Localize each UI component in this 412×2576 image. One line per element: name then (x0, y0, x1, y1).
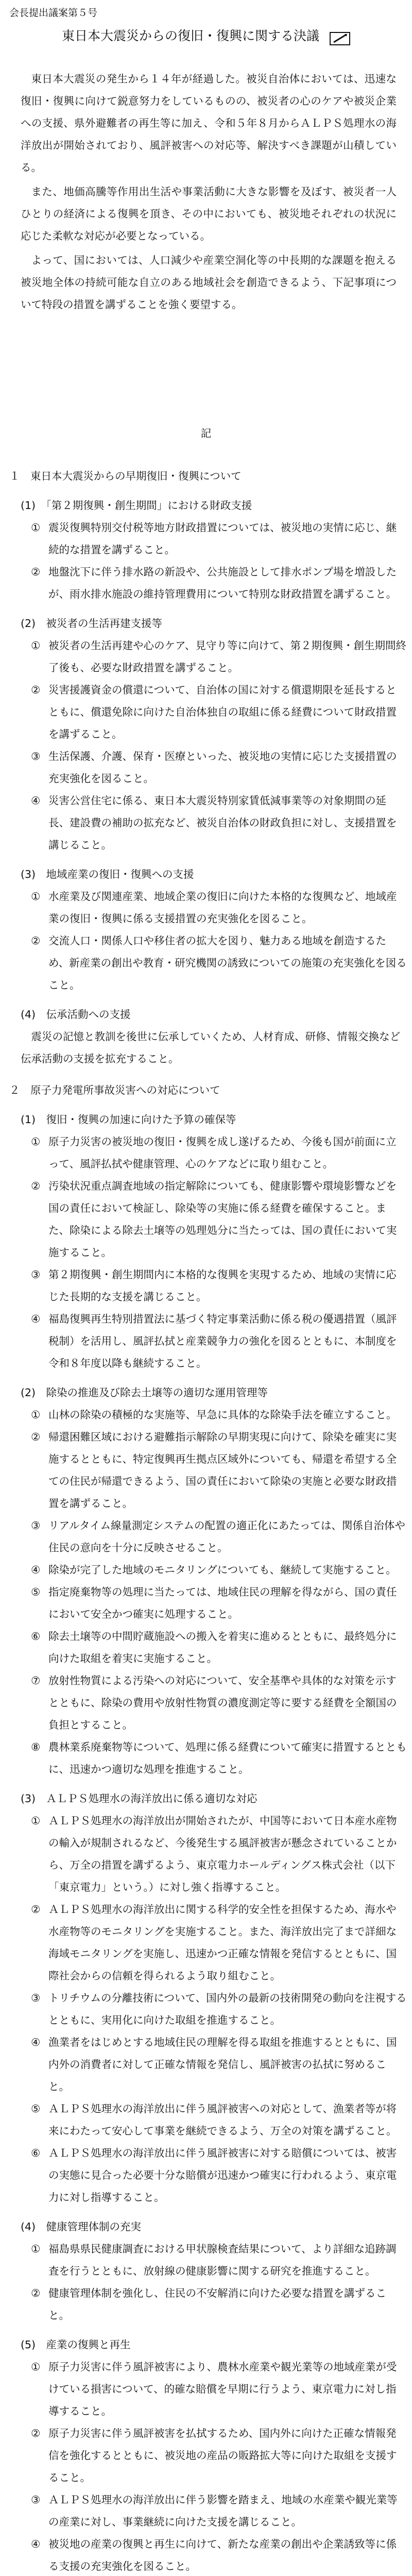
subsection-heading: (5) 産業の復興と再生 (21, 2338, 131, 2351)
list-item (31, 886, 407, 930)
subsection-paragraph: 震災の記憶と教訓を後世に伝承していくため、人材育成、研修、情報交換など伝承活動の支援を拡充すること。 (21, 1030, 401, 1065)
item-marker: ② (31, 1431, 41, 1443)
item-marker: ③ (31, 2494, 41, 2506)
item-text: 被災地の産業の復興と再生に向けて、新たな産業の創出や企業誘致等に係る支援の充実強化を図ること。 (48, 2538, 397, 2572)
item-text: 健康管理体制を強化し、住民の不安解消に向けた必要な措置を講ずること。 (48, 2287, 386, 2321)
list-item (31, 2489, 407, 2533)
item-marker: ④ (31, 2538, 41, 2550)
subsection-heading: (2) 被災者の生活再建支援等 (21, 617, 163, 630)
subsection-heading: (4) 健康管理体制の充実 (21, 2221, 142, 2233)
list-item (31, 2098, 407, 2142)
list-item (31, 2356, 407, 2422)
item-marker: ② (31, 566, 41, 578)
list-item (31, 1581, 407, 1625)
item-text: 第２期復興・創生期間内に本格的な復興を実現するため、地域の実情に応じた長期的な支援を講じること。 (48, 1268, 397, 1303)
subsection-heading: (3) ＡＬＰＳ処理水の海洋放出に係る適切な対応 (21, 1792, 258, 1805)
document-title: 東日本大震災からの復旧・復興に関する決議 (62, 28, 320, 43)
item-marker: ② (31, 935, 41, 947)
list-item (31, 1404, 407, 1426)
list-item (31, 1670, 407, 1736)
item-marker: ① (31, 2361, 41, 2373)
item-marker: ① (31, 2243, 41, 2255)
list-item (31, 1899, 407, 1987)
item-text: 震災復興特別交付税等地方財政措置については、被災地の実情に応じ、継続的な措置を講ずること。 (48, 521, 397, 556)
item-marker: ② (31, 1903, 41, 1916)
item-text: 汚染状況重点調査地域の指定解除についても、健康影響や環境影響などを国の責任において検証し、除染等の実施に係る経費を確保すること。また、除染による除去土壌等の処理処分に当たっては、国の責任において実施すること。 (48, 1180, 397, 1259)
item-text: 漁業者をはじめとする地域住民の理解を得る取組を推進するとともに、国内外の消費者に対して正確な情報を発信し、風評被害の払拭に努めること。 (48, 2036, 397, 2093)
list-item (31, 1810, 407, 1899)
item-marker: ⑦ (31, 1674, 41, 1687)
section-heading: ２ 原子力発電所事故災害への対応について (9, 1084, 220, 1096)
item-marker: ⑥ (31, 2147, 41, 2159)
item-text: 被災者の生活再建や心のケア、見守り等に向けて、第２期復興・創生期間終了後も、必要な財政措置を講ずること。 (48, 639, 406, 674)
item-text: ＡＬＰＳ処理水の海洋放出に関する科学的安全性を担保するため、海水や水産物等のモニタリングを実施すること。また、海洋放出完了まで詳細な海域モニタリングを実施し、迅速かつ正確な情報を発信するとともに、国際社会からの信頼を得られるよう取り組むこと。 (48, 1903, 397, 1982)
item-text: ＡＬＰＳ処理水の海洋放出に伴う影響を踏まえ、地域の水産業や観光業等の産業に対し、事業継続に向けた支援を講じること。 (48, 2494, 398, 2528)
item-marker: ④ (31, 1313, 41, 1325)
list-item (31, 1175, 407, 1264)
item-marker: ③ (31, 750, 41, 762)
item-text: 原子力災害に伴う風評被害を払拭するため、国内外に向けた正確な情報発信を強化するとともに、被災地の産品の販路拡大等に向けた取組を支援すること。 (48, 2427, 397, 2484)
item-marker: ⑥ (31, 1630, 41, 1642)
item-marker: ② (31, 684, 41, 696)
document-number: 会長提出議案第５号 (9, 7, 98, 19)
item-text: リアルタイム線量測定システムの配置の適正化にあたっては、関係自治体や住民の意向を十分に反映させること。 (48, 1519, 405, 1554)
item-marker: ③ (31, 1268, 41, 1281)
item-marker: ① (31, 890, 41, 903)
list-item (31, 1131, 407, 1175)
section-heading: １ 東日本大震災からの早期復旧・復興について (9, 470, 242, 482)
item-marker: ④ (31, 2036, 41, 2048)
list-item (31, 1987, 407, 2031)
list-item (31, 1625, 407, 1670)
item-text: 帰還困難区域における避難指示解除の早期実現に向けて、除染を確実に実施するとともに、特定復興再生拠点区域外についても、帰還を希望する全ての住民が帰還できるよう、国の責任において除染の実施と必要な財政措置を講ずること。 (48, 1431, 397, 1510)
preamble (21, 68, 397, 318)
item-marker: ⑤ (31, 1586, 41, 1598)
list-item (31, 1559, 407, 1581)
list-item (31, 679, 407, 745)
list-item (31, 1426, 407, 1515)
item-marker: ② (31, 2287, 41, 2299)
draft-pencil-icon (330, 30, 350, 43)
subsection-heading: (1) 「第２期復興・創生期間」における財政支援 (21, 499, 252, 512)
list-item (31, 561, 407, 605)
list-item (31, 1736, 407, 1781)
subsection-heading: (3) 地域産業の復旧・復興への支援 (21, 868, 194, 880)
item-text: 指定廃棄物等の処理に当たっては、地域住民の理解を得ながら、国の責任において安全かつ確実に処理すること。 (48, 1586, 397, 1620)
item-marker: ① (31, 1815, 41, 1827)
list-item (31, 517, 407, 561)
item-text: 交流人口・関係人口や移住者の拡大を図り、魅力ある地域を創造するため、新産業の創出や教育・研究機関の誘致についての施策の充実強化を図ること。 (48, 935, 407, 991)
item-marker: ① (31, 639, 41, 652)
list-item (31, 2142, 407, 2209)
list-item (31, 1515, 407, 1559)
item-marker: ④ (31, 794, 41, 807)
item-text: 地盤沈下に伴う排水路の新設や、公共施設として排水ポンプ場を増設したが、雨水排水施設の維持管理費用について特別な財政措置を講ずること。 (48, 566, 397, 600)
list-item (31, 930, 407, 996)
list-item (31, 2282, 407, 2327)
item-text: 災害公営住宅に係る、東日本大震災特別家賃低減事業等の対象期間の延長、建設費の補助の拡充など、被災自治体の財政負担に対し、支援措置を講じること。 (48, 794, 397, 851)
item-text: ＡＬＰＳ処理水の海洋放出に伴う風評被害への対応として、漁業者等が将来にわたって安心して事業を継続できるよう、万全の対策を講ずること。 (48, 2103, 397, 2137)
item-text: 福島県県民健康調査における甲状腺検査結果について、より詳細な追跡調査を行うとともに、放射線の健康影響に関する研究を推進すること。 (48, 2243, 397, 2277)
list-item (31, 745, 407, 790)
item-text: 水産業及び関連産業、地域企業の復旧に向けた本格的な復興など、地域産業の復旧・復興に係る支援措置の充実強化を図ること。 (48, 890, 397, 925)
ki-heading: 記 (200, 427, 212, 439)
item-text: 除染が完了した地域のモニタリングについても、継続して実施すること。 (48, 1564, 397, 1576)
item-text: 除去土壌等の中間貯蔵施設への搬入を着実に進めるとともに、最終処分に向けた取組を着実に実施すること。 (48, 1630, 397, 1665)
title-row (0, 25, 412, 47)
item-text: 災害援護資金の償還について、自治体の国に対する償還期限を延長するとともに、償還免除に向けた自治体独自の取組に係る経費について財政措置を講ずること。 (48, 684, 397, 740)
item-marker: ② (31, 2427, 41, 2439)
item-marker: ③ (31, 1992, 41, 2004)
resolution-body (9, 456, 407, 2576)
item-text: 福島復興再生特別措置法に基づく特定事業活動に係る税の優遇措置（風評税制）を活用し、風評払拭と産業競争力の強化を図るとともに、本制度を令和８年度以降も継続すること。 (48, 1313, 397, 1369)
item-text: 原子力災害に伴う風評被害により、農林水産業や観光業等の地域産業が受けている損害について、的確な賠償を早期に行うよう、東京電力に対し指導すること。 (48, 2361, 397, 2417)
item-marker: ① (31, 1136, 41, 1148)
item-text: トリチウムの分離技術について、国内外の最新の技術開発の動向を注視するとともに、実用化に向けた取組を推進すること。 (48, 1992, 407, 2026)
subsection-heading: (1) 復旧・復興の加速に向けた予算の確保等 (21, 1113, 236, 1126)
preamble-paragraph: よって、国においては、人口減少や産業空洞化等の中長期的な課題を抱える被災地全体の持続可能な自立のある地域社会を創造できるよう、下記事項について特段の措置を講ずることを強く要望する。 (21, 254, 397, 311)
subsection-heading: (4) 伝承活動への支援 (21, 1008, 131, 1021)
list-item (31, 2031, 407, 2098)
item-text: ＡＬＰＳ処理水の海洋放出が開始されたが、中国等において日本産水産物の輸入が規制されるなど、今後発生する風評被害が懸念されていることから、万全の措置を講ずるよう、東京電力ホールディングス株式会社（以下「東京電力」という。）に対し強く指導すること。 (48, 1815, 397, 1893)
item-text: 放射性物質による汚染への対応について、安全基準や具体的な対策を示すとともに、除染の費用や放射性物質の濃度測定等に要する経費を全額国の負担とすること。 (48, 1674, 397, 1731)
list-item (31, 2238, 407, 2282)
subsection-heading: (2) 除染の推進及び除去土壌等の適切な運用管理等 (21, 1386, 268, 1399)
item-marker: ⑧ (31, 1741, 41, 1753)
list-item (31, 2533, 407, 2576)
item-marker: ④ (31, 1564, 41, 1576)
list-item (31, 635, 407, 679)
preamble-paragraph: 東日本大震災の発生から１４年が経過した。被災自治体においては、迅速な復旧・復興に向けて鋭意努力をしているものの、被災者の心のケアや被災企業への支援、県外避難者の再生等に加え、令和５年８月からＡＬＰＳ処理水の海洋放出が開始されており、風評被害への対応等、解決すべき課題が山積している。 (21, 73, 397, 174)
list-item (31, 1308, 407, 1375)
item-marker: ② (31, 1180, 41, 1192)
item-text: ＡＬＰＳ処理水の海洋放出に伴う風評被害に対する賠償については、被害の実態に見合った必要十分な賠償が迅速かつ確実に行われるよう、東京電力に対し指導すること。 (48, 2147, 397, 2204)
item-marker: ① (31, 521, 41, 534)
item-text: 原子力災害の被災地の復旧・復興を成し遂げるため、今後も国が前面に立って、風評払拭や健康管理、心のケアなどに取り組むこと。 (48, 1136, 397, 1170)
preamble-paragraph: また、地価高騰等作用出生活や事業活動に大きな影響を及ぼす、被災者一人ひとりの経済による復興を頂き、その中においても、被災地それぞれの状況に応じた柔軟な対応が必要となっている。 (21, 185, 397, 242)
item-text: 農林業系廃棄物等について、処理に係る経費について確実に措置するとともに、迅速かつ適切な処理を推進すること。 (48, 1741, 407, 1775)
item-marker: ① (31, 1409, 41, 1421)
list-item (31, 2422, 407, 2489)
item-text: 生活保護、介護、保育・医療といった、被災地の実情に応じた支援措置の充実強化を図ること。 (48, 750, 397, 785)
item-marker: ③ (31, 1519, 41, 1532)
item-marker: ⑤ (31, 2103, 41, 2115)
list-item (31, 790, 407, 856)
item-text: 山林の除染の積極的な実施等、早急に具体的な除染手法を確立すること。 (48, 1409, 397, 1421)
list-item (31, 1264, 407, 1308)
